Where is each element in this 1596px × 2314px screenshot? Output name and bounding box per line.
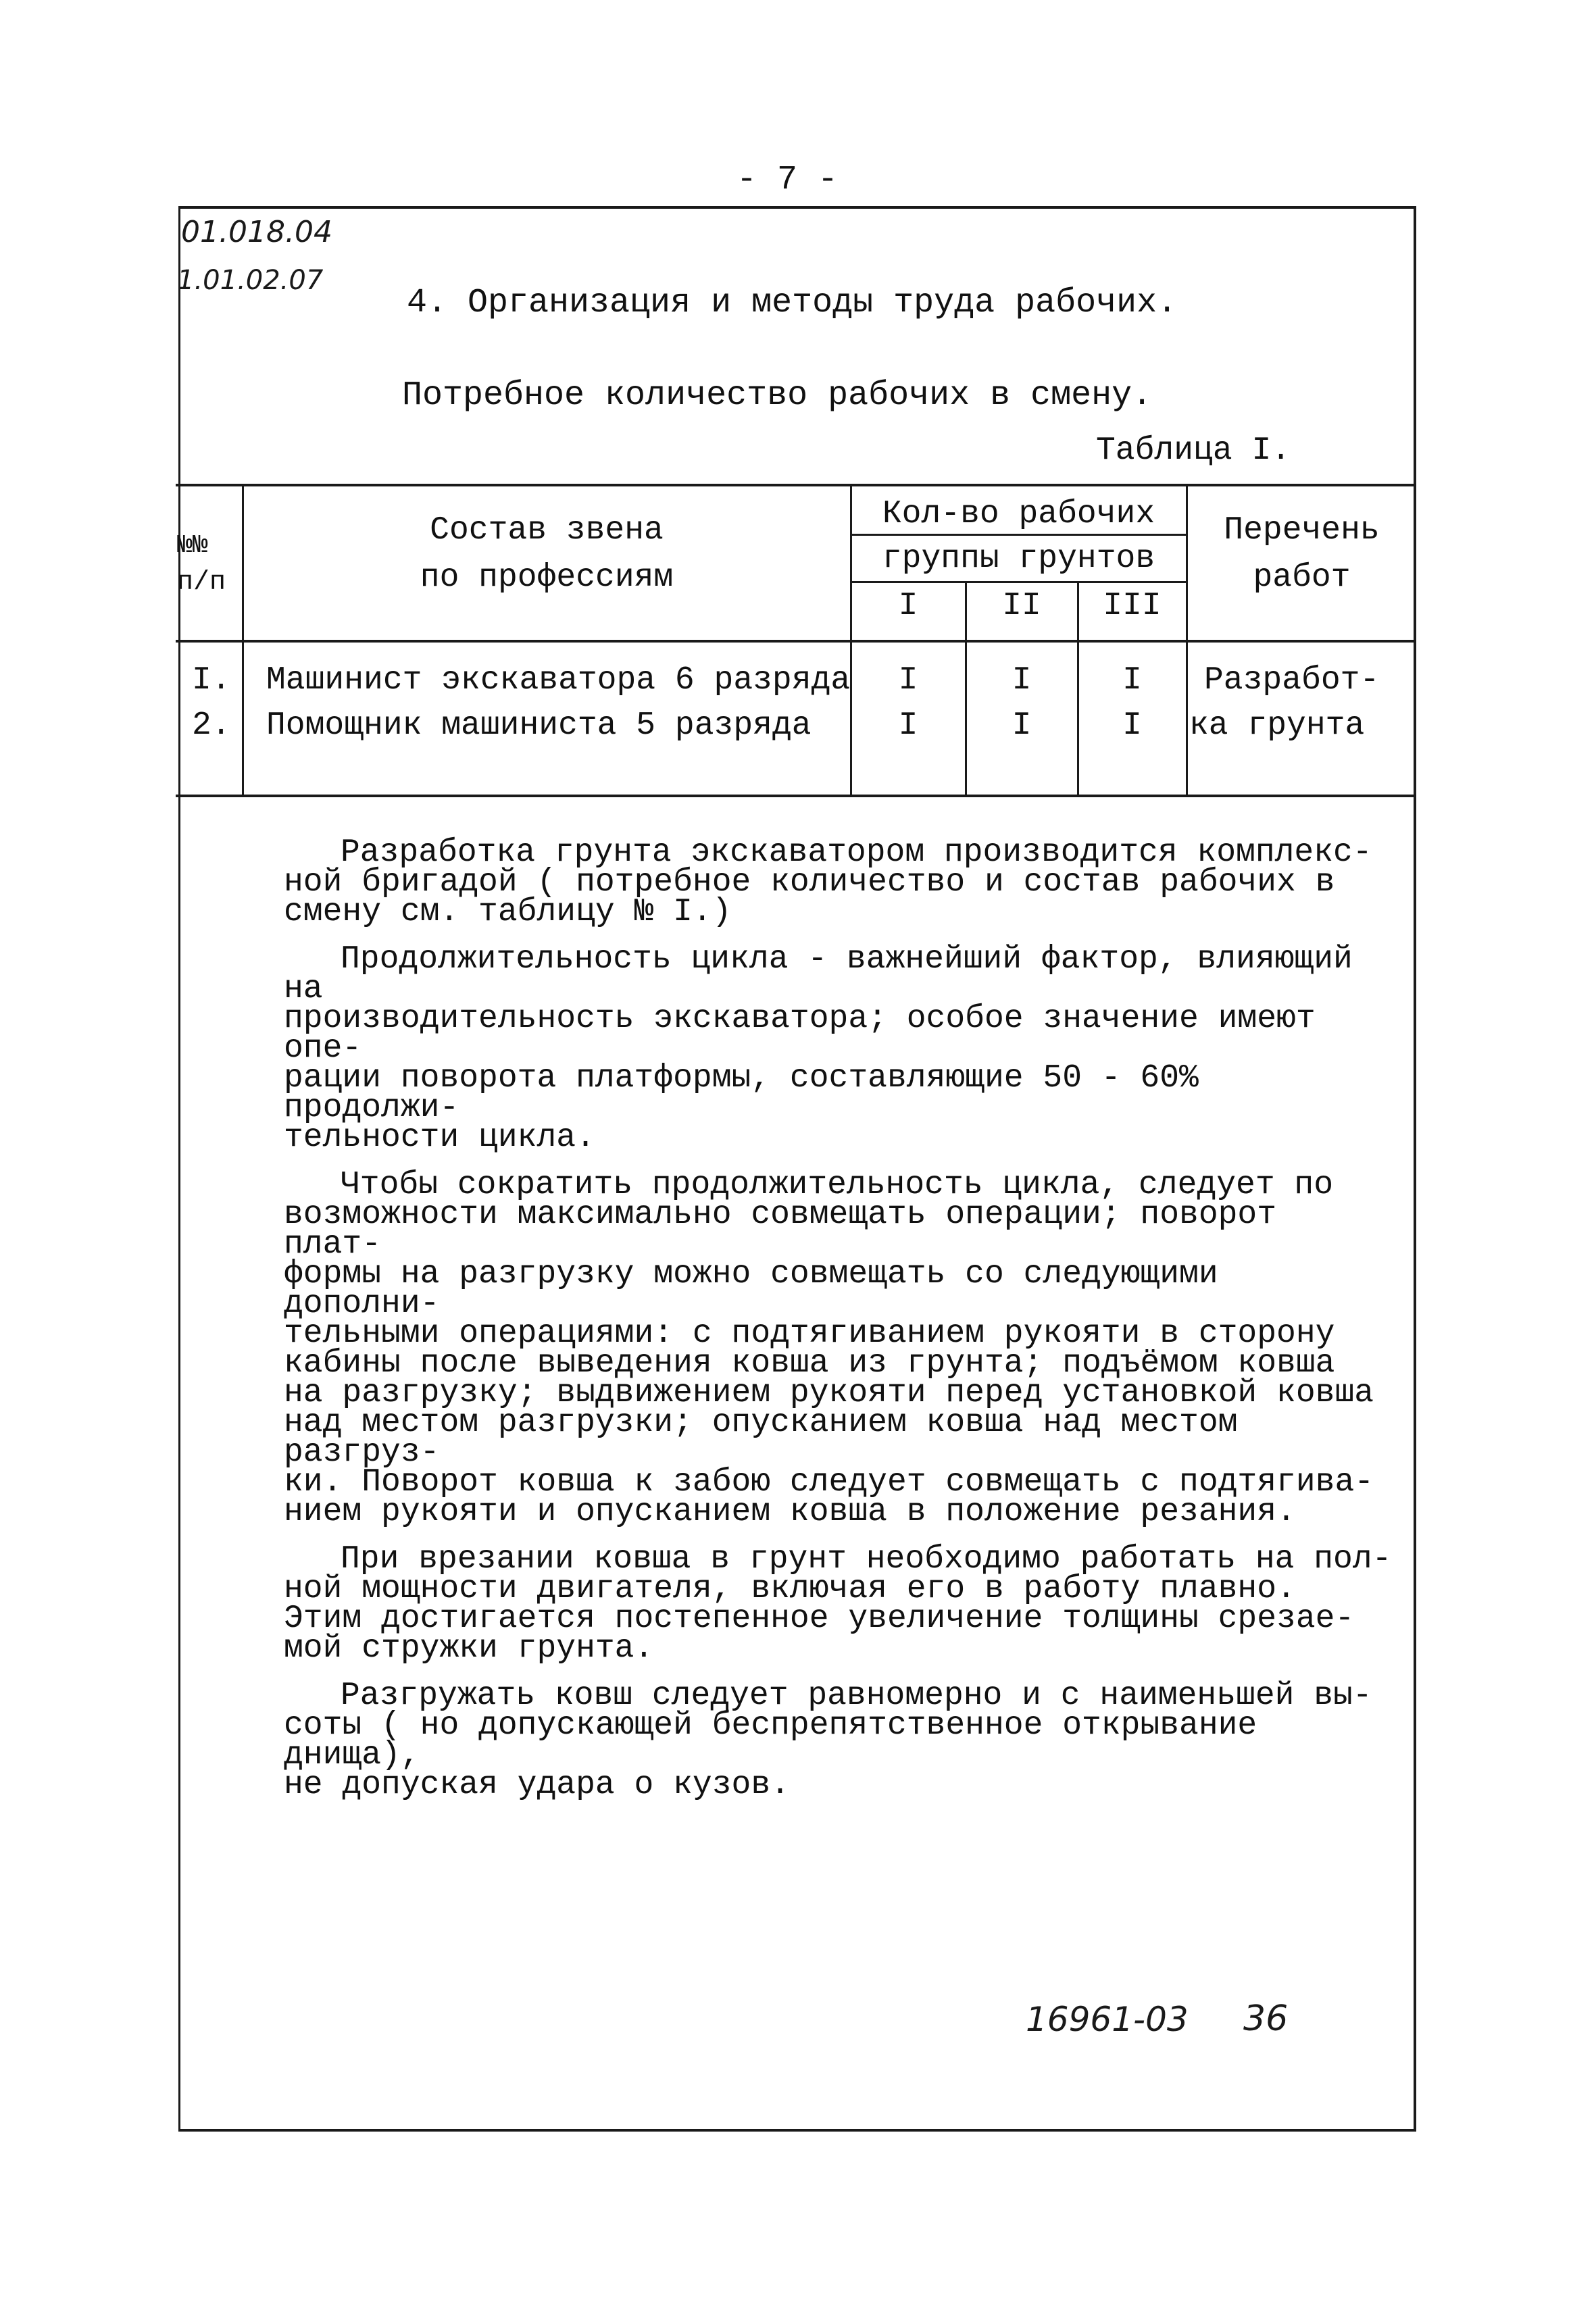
header-group-1: I	[898, 588, 918, 624]
table-header-separator	[176, 640, 1416, 643]
header-composition-line2: по профессиям	[420, 559, 674, 596]
row-works: Разработ-	[1204, 662, 1380, 699]
page-number: - 7 -	[737, 161, 839, 199]
row-profession: Машинист экскаватора 6 разряда	[266, 662, 851, 699]
paragraph: Чтобы сократить продолжительность цикла, следует по возможности максимально совмещать операции; поворот плат- формы на разгрузку можно совмещать со следующими дополни- тельными операциями: с подтягиванием рукояти в сторону кабины после выведения ковша из грунта; подъёмом ковша на разгрузку; выдвижением рукояти перед установкой ковша над местом разгрузки; опусканием ковша над местом разгруз- ки. Поворот ковша к забою следует совмещать с подтягива- нием рукояти и опусканием ковша в положение резания.	[284, 1167, 1374, 1530]
paragraph: Разгружать ковш следует равномерно и с наименьшей вы- соты ( но допускающей беспрепятственное открывание днища), не допуская удара о кузов.	[284, 1678, 1372, 1803]
margin-code-bottom: 1.01.02.07	[177, 265, 324, 296]
section-title: 4. Организация и методы труда рабочих.	[407, 284, 1178, 322]
header-composition-line1: Состав звена	[430, 512, 664, 549]
header-group-2: II	[1002, 588, 1041, 624]
row-group-3-value: I	[1122, 662, 1142, 699]
header-qty-title: Кол-во рабочих	[882, 496, 1155, 532]
table-subheader-line	[850, 534, 1186, 536]
margin-code-top: 01.018.04	[181, 215, 332, 249]
header-group-3: III	[1103, 588, 1162, 624]
header-soil-groups: группы грунтов	[882, 540, 1155, 577]
table-caption: Потребное количество рабочих в смену.	[402, 376, 1153, 415]
row-profession: Помощник машиниста 5 разряда	[266, 707, 812, 744]
paragraph: Разработка грунта экскаватором производится комплекс- ной бригадой ( потребное количество и состав рабочих в смену см. таблицу № I.)	[284, 834, 1372, 930]
row-works: ка грунта	[1189, 707, 1365, 744]
table-subheader-line	[850, 581, 1186, 583]
paragraph: Продолжительность цикла - важнейший фактор, влияющий на производительность экскаватора; особое значение имеют опе- рации поворота платформы, составляющие 50 - 60% продолжи- тельности цикла.	[284, 941, 1353, 1156]
footer-sheet-number: 36	[1243, 1998, 1289, 2039]
row-group-2-value: I	[1012, 662, 1032, 699]
header-number-top: №№	[177, 531, 208, 560]
table-top-border	[176, 484, 1416, 486]
header-number-bottom: п/п	[177, 568, 226, 598]
table-label: Таблица I.	[1096, 432, 1291, 469]
header-works-line1: Перечень	[1224, 512, 1380, 549]
row-number: 2.	[192, 707, 231, 744]
row-group-2-value: I	[1012, 707, 1032, 744]
row-group-3-value: I	[1122, 707, 1142, 744]
row-group-1-value: I	[898, 707, 918, 744]
row-group-1-value: I	[898, 662, 918, 699]
body-text	[284, 834, 1392, 1817]
paragraph: При врезании ковша в грунт необходимо работать на пол- ной мощности двигателя, включая его в работу плавно. Этим достигается постепенное увеличение толщины срезае- мой стружки грунта.	[284, 1541, 1392, 1667]
row-number: I.	[192, 662, 231, 699]
table-bottom-border	[176, 795, 1416, 797]
footer-doc-code: 16961-03	[1026, 2000, 1189, 2039]
header-works-line2: работ	[1253, 559, 1351, 596]
